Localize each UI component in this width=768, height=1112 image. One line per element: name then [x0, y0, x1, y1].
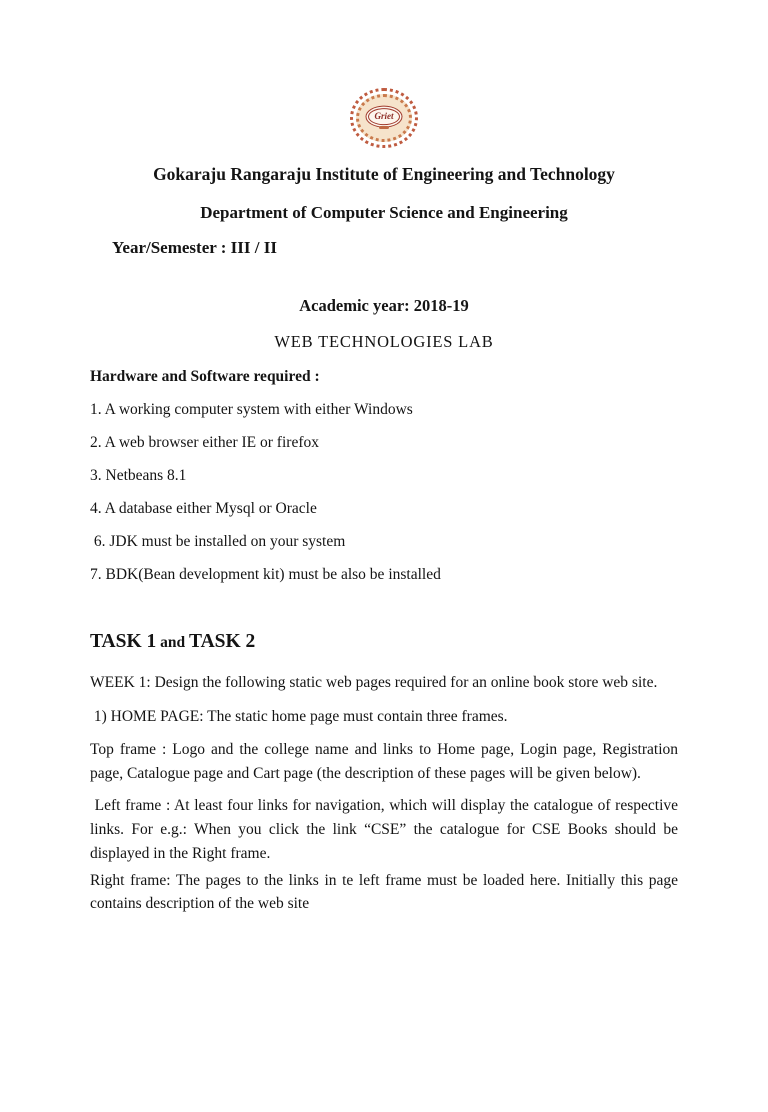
year-semester: Year/Semester : III / II [112, 238, 277, 257]
griet-logo-ribbon-icon [379, 126, 389, 129]
requirement-item: 7. BDK(Bean development kit) must be also be installed [90, 566, 441, 583]
task-connector-label: and [156, 634, 190, 651]
top-frame-paragraph: Top frame : Logo and the college name and links to Home page, Login page, Registration page, Catalogue page and Cart page (the description of these pages will be given below). [90, 741, 682, 782]
requirement-item: 6. JDK must be installed on your system [90, 533, 346, 550]
requirement-item: 2. A web browser either IE or firefox [90, 434, 319, 451]
home-page-paragraph: 1) HOME PAGE: The static home page must contain three frames. [90, 708, 508, 725]
document-page [0, 88, 768, 1112]
requirement-item: 3. Netbeans 8.1 [90, 467, 187, 484]
week1-intro-paragraph: WEEK 1: Design the following static web pages required for an online book store web site. [90, 674, 658, 691]
griet-logo-oval [368, 108, 400, 125]
department-title: Department of Computer Science and Engineering [200, 203, 568, 222]
requirements-heading: Hardware and Software required : [90, 368, 320, 385]
right-frame-paragraph: Right frame: The pages to the links in te left frame must be loaded here. Initially this page contains description of the web site [90, 872, 682, 912]
task-heading [90, 630, 678, 655]
requirement-item: 1. A working computer system with either Windows [90, 401, 413, 418]
griet-logo [350, 88, 418, 148]
lab-title: WEB TECHNOLOGIES LAB [274, 332, 494, 351]
left-frame-paragraph: Left frame : At least four links for navigation, which will display the catalogue of respective links. For e.g.: When you click the link “CSE” the catalogue for CSE Books should be displayed in the Right frame. [90, 797, 682, 862]
institute-title: Gokaraju Rangaraju Institute of Engineering and Technology [153, 164, 615, 184]
griet-logo-inner-ring-icon [356, 94, 412, 142]
academic-year: Academic year: 2018-19 [299, 296, 469, 315]
task1-label: TASK 1 [90, 631, 157, 652]
griet-logo-text: Griet [374, 111, 394, 122]
requirement-item: 4. A database either Mysql or Oracle [90, 500, 317, 517]
task2-label: TASK 2 [189, 631, 256, 652]
